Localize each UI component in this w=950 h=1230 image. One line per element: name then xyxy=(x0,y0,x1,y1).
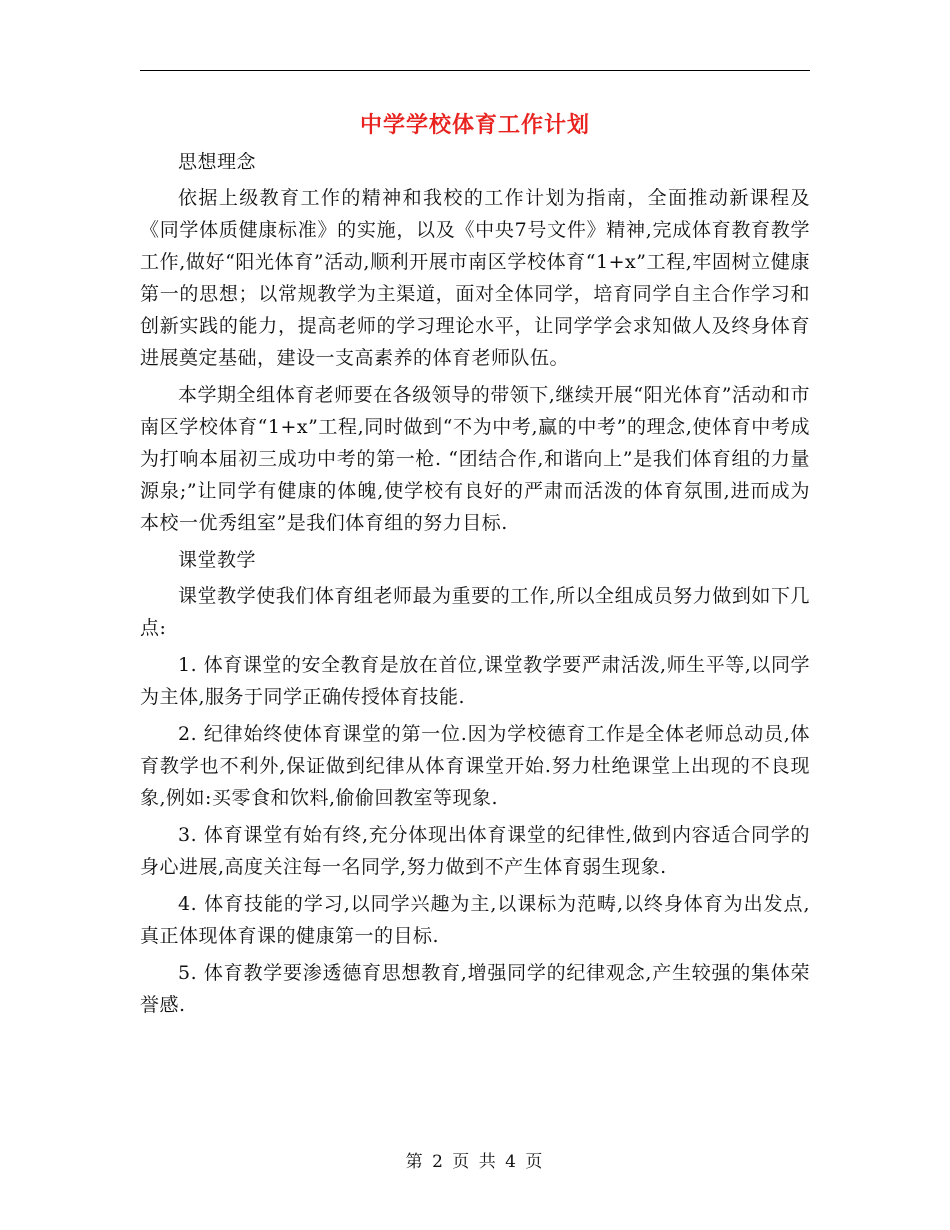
paragraph: 依据上级教育工作的精神和我校的工作计划为指南，全面推动新课程及《同学体质健康标准》的实施，以及《中央7号文件》精神,完成体育教育教学工作,做好“阳光体育”活动,顺利开展市南区学校体育“1+x”工程,牢固树立健康第一的思想；以常规教学为主渠道，面对全体同学，培育同学自主合作学习和创新实践的能力，提高老师的学习理论水平，让同学学会求知做人及终身体育进展奠定基础，建设一支高素养的体育老师队伍。 xyxy=(140,187,810,369)
header-rule xyxy=(140,70,810,71)
page-number: 第 2 页 共 4 页 xyxy=(405,1152,545,1172)
section-heading-classroom-teaching: 课堂教学 xyxy=(178,549,257,571)
list-item: 2. 纪律始终使体育课堂的第一位.因为学校德育工作是全体老师总动员,体育教学也不利外,保证做到纪律从体育课堂开始.努力杜绝课堂上出现的不良现象,例如:买零食和饮料,偷偷回教室等现象. xyxy=(140,723,810,809)
section-heading-ideology: 思想理念 xyxy=(178,151,257,173)
list-item: 1. 体育课堂的安全教育是放在首位,课堂教学要严肃活泼,师生平等,以同学为主体,服务于同学正确传授体育技能. xyxy=(140,654,810,708)
document-title: 中学学校体育工作计划 xyxy=(359,113,590,138)
list-item: 4. 体育技能的学习,以同学兴趣为主,以课标为范畴,以终身体育为出发点,真正体现体育课的健康第一的目标. xyxy=(140,893,810,947)
paragraph: 本学期全组体育老师要在各级领导的带领下,继续开展“阳光体育”活动和市南区学校体育“1+x”工程,同时做到“不为中考,赢的中考”的理念,使体育中考成为打响本届初三成功中考的第一枪. “团结合作,和谐向上”是我们体育组的力量源泉;”让同学有健康的体魄,使学校有良好的严肃而活泼的体育氛围,进而成为本校一优秀组室”是我们体育组的努力目标. xyxy=(140,384,810,534)
list-item: 5. 体育教学要渗透德育思想教育,增强同学的纪律观念,产生较强的集体荣誉感. xyxy=(140,962,810,1016)
document-body xyxy=(140,146,810,1026)
list-item: 3. 体育课堂有始有终,充分体现出体育课堂的纪律性,做到内容适合同学的身心进展,高度关注每一名同学,努力做到不产生体育弱生现象. xyxy=(140,824,810,878)
paragraph: 课堂教学使我们体育组老师最为重要的工作,所以全组成员努力做到如下几点: xyxy=(140,585,810,639)
